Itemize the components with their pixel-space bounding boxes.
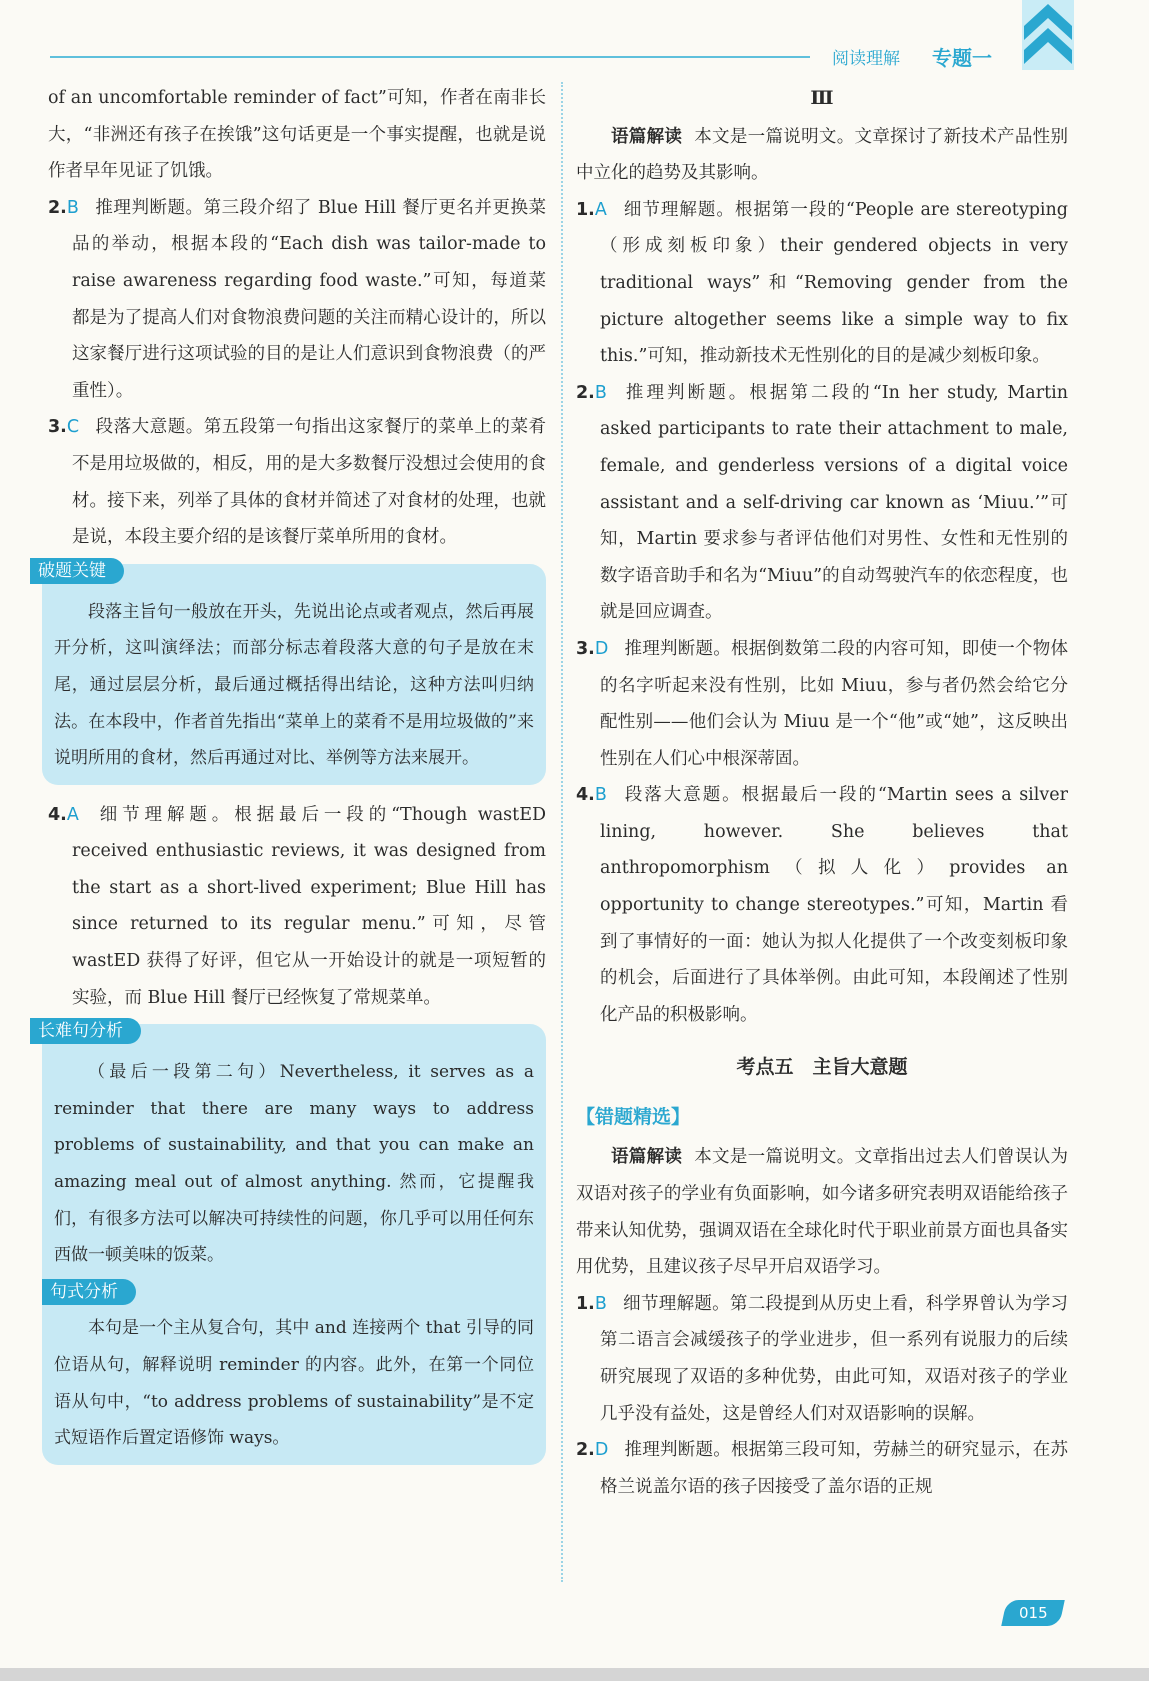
answer-letter: C [66,417,80,438]
error-selection-heading: 【错题精选】 [576,1106,691,1129]
answer-item: 2.D 推理判断题。根据第三段可知，劳赫兰的研究显示，在苏格兰说盖尔语的孩子因接受了盖尔语的正规 [576,1440,1068,1497]
answer-letter: A [66,804,79,825]
answer-item: 2.B 推理判断题。第三段介绍了 Blue Hill 餐厅更名并更换菜品的举动，根据本段的“Each dish was tailor-made to raise awareness regarding food waste.”可知，每道菜都是为了提高人们对食物浪费问题的关注而精心设计的，所以这家餐厅进行这项试验的目的是让人们意识到食物浪费（的严重性）。 [48,197,546,401]
answer-item: 3.D 推理判断题。根据倒数第二段的内容可知，即使一个物体的名字听起来没有性别，比如 Miuu，参与者仍然会给它分配性别——他们会认为 Miuu 是一个“他”或“她”，这反映出性别在人们心中根深蒂固。 [576,638,1068,769]
page-number-badge [1001,1600,1065,1626]
answer-explanation: 段落大意题。第五段第一句指出这家餐厅的菜单上的菜肴不是用垃圾做的，相反，用的是大多数餐厅没想过会使用的食材。接下来，列举了具体的食材并简述了对食材的处理，也就是说，本段主要介绍的是该餐厅菜单所用的食材。 [72,417,546,548]
answer-item: 4.B 段落大意题。根据最后一段的“Martin sees a silver lining, however. She believes that anthropomorphism（拟人化）provides an opportunity to change stereotypes.”可知，Martin 看到了事情好的一面：她认为拟人化提供了一个改变刻板印象的机会，后面进行了具体举例。由此可知，本段阐述了性别化产品的积极影响。 [576,785,1068,1025]
answer-explanation: 细节理解题。根据第一段的“People are stereotyping（形成刻板印象）their gendered objects in very traditional ways”和“Removing gender from the picture altogether seems like a simple way to fix this.”可知，推动新技术无性别化的目的是减少刻板印象。 [600,199,1068,367]
answer-item: 3.C 段落大意题。第五段第一句指出这家餐厅的菜单上的菜肴不是用垃圾做的，相反，用的是大多数餐厅没想过会使用的食材。接下来，列举了具体的食材并简述了对食材的处理，也就是说，本段主要介绍的是该餐厅菜单所用的食材。 [48,417,546,548]
answer-letter: B [594,382,607,403]
answer-letter: B [594,785,607,806]
answer-explanation: 细节理解题。第二段提到从历史上看，科学界曾认为学习第二语言会减缓孩子的学业进步，但一系列有说服力的后续研究展现了双语的多种优势，由此可知，双语对孩子的学业几乎没有益处，这是曾经人们对双语影响的误解。 [600,1293,1068,1424]
answer-letter: B [594,1293,607,1314]
key-tip-tag: 破题关键 [30,558,124,584]
left-intro-paragraph: of an uncomfortable reminder of fact”可知，作者在南非长大，“非洲还有孩子在挨饿”这句话更是一个事实提醒，也就是说作者早年见证了饥饿。 [48,88,546,182]
column-divider [561,82,563,1582]
answer-explanation: 推理判断题。根据第三段可知，劳赫兰的研究显示，在苏格兰说盖尔语的孩子因接受了盖尔语的正规 [600,1440,1068,1497]
key-tip-text: 段落主旨句一般放在开头，先说出论点或者观点，然后再展开分析，这叫演绎法；而部分标志着段落大意的句子是放在末尾，通过层层分析，最后通过概括得出结论，这种方法叫归纳法。在本段中，作者首先指出“菜单上的菜肴不是用垃圾做的”来说明所用的食材，然后再通过对比、举例等方法来展开。 [54,601,534,769]
passage-summary: 语篇解读 本文是一篇说明文。文章探讨了新技术产品性别中立化的趋势及其影响。 [576,126,1068,184]
long-sentence-box [38,1021,546,1465]
header-rule [50,56,810,58]
answer-letter: D [594,1440,609,1461]
answer-item: 1.B 细节理解题。第二段提到从历史上看，科学界曾认为学习第二语言会减缓孩子的学业进步，但一系列有说服力的后续研究展现了双语的多种优势，由此可知，双语对孩子的学业几乎没有益处，这是曾经人们对双语影响的误解。 [576,1293,1068,1424]
answer-letter: B [66,197,79,218]
page-number: 015 [1018,1604,1048,1622]
bottom-band [0,1668,1149,1681]
header-section-label: 阅读理解 [832,49,900,69]
answer-explanation: 推理判断题。第三段介绍了 Blue Hill 餐厅更名并更换菜品的举动，根据本段的“Each dish was tailor-made to raise awareness regarding food waste.”可知，每道菜都是为了提高人们对食物浪费问题的关注而精心设计的，所以这家餐厅进行这项试验的目的是让人们意识到食物浪费（的严重性）。 [72,197,546,401]
answer-explanation: 段落大意题。根据最后一段的“Martin sees a silver lining, however. She believes that anthropomorphism（拟人化）provides an opportunity to change stereotypes.”可知，Martin 看到了事情好的一面：她认为拟人化提供了一个改变刻板印象的机会，后面进行了具体举例。由此可知，本段阐述了性别化产品的积极影响。 [600,785,1068,1025]
section-heading: 考点五 主旨大意题 [736,1056,908,1079]
answer-explanation: 推理判断题。根据倒数第二段的内容可知，即使一个物体的名字听起来没有性别，比如 Miuu，参与者仍然会给它分配性别——他们会认为 Miuu 是一个“他”或“她”，这反映出性别在人们心中根深蒂固。 [600,638,1068,769]
right-column [576,80,1068,1505]
long-sentence-text: （最后一段第二句）Nevertheless, it serves as a reminder that there are many ways to address problems of sustainability, and that you can make an amazing meal out of almost anything. 然而，它提醒我们，有很多方法可以解决可持续性的问题，你几乎可以用任何东西做一顿美味的饭菜。 [54,1062,534,1266]
answer-explanation: 推理判断题。根据第二段的“In her study, Martin asked participants to rate their attachment to male, female, and genderless versions of a digital voice assistant and a self-driving car known as ‘Miuu.’”可知，Martin 要求参与者评估他们对男性、女性和无性别的数字语音助手和名为“Miuu”的自动驾驶汽车的依恋程度，也就是回应调查。 [600,382,1068,623]
answer-item: 2.B 推理判断题。根据第二段的“In her study, Martin asked participants to rate their attachment to male, female, and genderless versions of a digital voice assistant and a self-driving car known as ‘Miuu.’”可知，Martin 要求参与者评估他们对男性、女性和无性别的数字语音助手和名为“Miuu”的自动驾驶汽车的依恋程度，也就是回应调查。 [576,382,1068,623]
answer-letter: D [594,638,609,659]
passage-number: Ⅲ [810,87,834,109]
key-tip-box [38,560,546,785]
long-sentence-tag: 长难句分析 [30,1018,141,1044]
answer-item: 4.A 细节理解题。根据最后一段的“Though wastED received enthusiastic reviews, it was designed from the start as a short-lived experiment; Blue Hill has since returned to its regular menu.”可知，尽管 wastED 获得了好评，但它从一开始设计的就是一项短暂的实验，而 Blue Hill 餐厅已经恢复了常规菜单。 [48,804,546,1008]
answer-explanation: 细节理解题。根据最后一段的“Though wastED received enthusiastic reviews, it was designed from the start as a short-lived experiment; Blue Hill has since returned to its regular menu.”可知，尽管 wastED 获得了好评，但它从一开始设计的就是一项短暂的实验，而 Blue Hill 餐厅已经恢复了常规菜单。 [72,804,546,1008]
left-column [38,80,546,1477]
answer-letter: A [594,199,607,220]
passage-summary: 语篇解读 本文是一篇说明文。文章指出过去人们曾误认为双语对孩子的学业有负面影响，如今诸多研究表明双语能给孩子带来认知优势，强调双语在全球化时代于职业前景方面也具备实用优势，且建议孩子尽早开启双语学习。 [576,1147,1068,1278]
sentence-structure-tag: 句式分析 [42,1279,136,1305]
answer-item: 1.A 细节理解题。根据第一段的“People are stereotyping（形成刻板印象）their gendered objects in very traditional ways”和“Removing gender from the picture altogether seems like a simple way to fix this.”可知，推动新技术无性别化的目的是减少刻板印象。 [576,199,1068,367]
header-topic-label: 专题一 [932,46,992,70]
double-chevron-up-icon [1022,0,1074,70]
sentence-structure-text: 本句是一个主从复合句，其中 and 连接两个 that 引导的同位语从句，解释说明 reminder 的内容。此外，在第一个同位语从句中，“to address problems of sustainability”是不定式短语作后置定语修饰 ways。 [54,1318,534,1449]
